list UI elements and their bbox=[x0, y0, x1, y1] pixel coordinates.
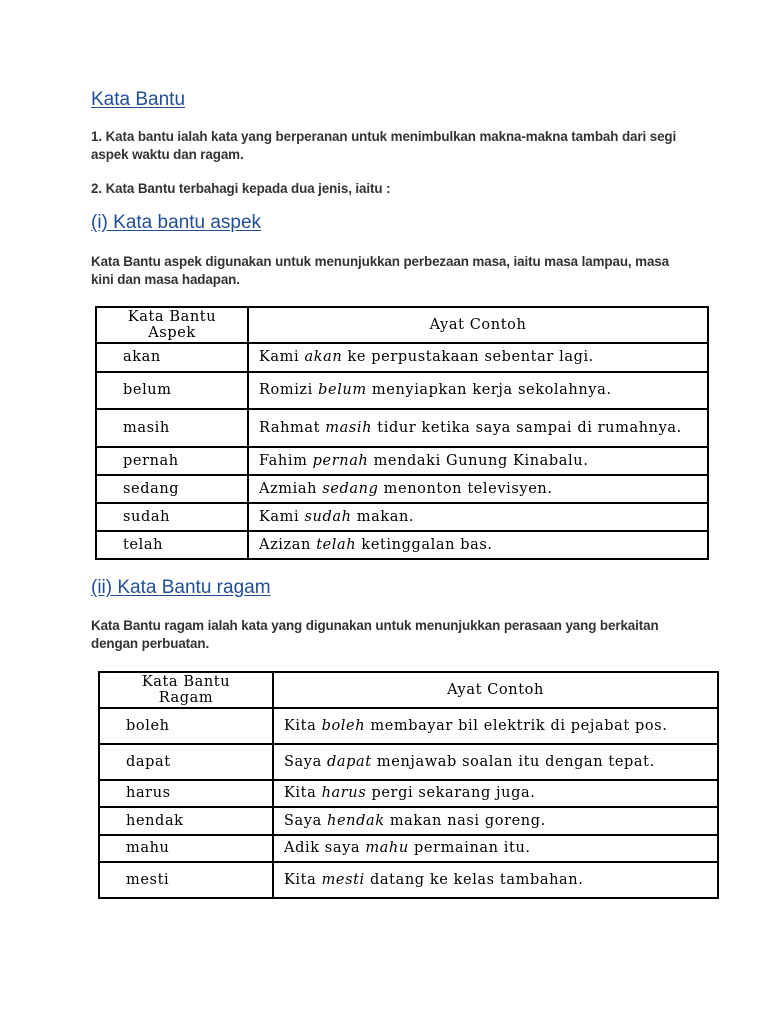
example-text: Azizan bbox=[259, 536, 317, 553]
header-word-line1: Kata Bantu bbox=[141, 674, 231, 690]
example-text: membayar bil elektrik di pejabat pos. bbox=[365, 717, 668, 734]
header-word-line2: Ragam bbox=[158, 690, 214, 706]
example-keyword: dapat bbox=[327, 753, 372, 770]
example-keyword: telah bbox=[316, 536, 357, 553]
word-cell: hendak bbox=[99, 807, 273, 835]
word-cell: boleh bbox=[99, 708, 273, 744]
example-text: menjawab soalan itu dengan tepat. bbox=[371, 753, 655, 770]
intro-point-2: 2. Kata Bantu terbahagi kepada dua jenis, iaitu : bbox=[91, 181, 391, 196]
example-text: tidur ketika saya sampai di rumahnya. bbox=[372, 419, 682, 436]
table-row bbox=[99, 744, 718, 780]
example-cell bbox=[248, 372, 708, 409]
example-text: datang ke kelas tambahan. bbox=[364, 871, 584, 888]
table-row bbox=[96, 372, 708, 409]
example-cell bbox=[273, 835, 718, 862]
table-row bbox=[96, 343, 708, 372]
word-cell: belum bbox=[96, 372, 248, 409]
table-row bbox=[96, 447, 708, 475]
example-keyword: belum bbox=[318, 382, 367, 398]
table-row bbox=[96, 409, 708, 447]
example-keyword: sedang bbox=[322, 480, 379, 497]
example-cell bbox=[248, 447, 708, 475]
table-header-row bbox=[99, 672, 718, 708]
table-row bbox=[99, 835, 718, 862]
example-text: permainan itu. bbox=[408, 840, 531, 856]
example-cell bbox=[273, 708, 718, 744]
header-cell-word bbox=[96, 307, 248, 343]
example-text: mendaki Gunung Kinabalu. bbox=[368, 452, 589, 469]
table-row bbox=[96, 475, 708, 503]
word-cell: dapat bbox=[99, 744, 273, 780]
page-title: Kata Bantu bbox=[91, 89, 186, 110]
table-row bbox=[99, 780, 718, 807]
example-keyword: boleh bbox=[321, 717, 366, 734]
table-row bbox=[99, 862, 718, 898]
header-cell-word bbox=[99, 672, 273, 708]
example-text: menonton televisyen. bbox=[378, 480, 553, 497]
example-text: ketinggalan bas. bbox=[356, 536, 493, 553]
word-cell: sudah bbox=[96, 503, 248, 531]
word-cell: sedang bbox=[96, 475, 248, 503]
example-text: Rahmat bbox=[259, 419, 326, 436]
example-keyword: hendak bbox=[327, 812, 385, 829]
word-cell: pernah bbox=[96, 447, 248, 475]
example-text: Saya bbox=[284, 812, 328, 829]
example-text: pergi sekarang juga. bbox=[366, 785, 536, 801]
example-cell bbox=[273, 807, 718, 835]
table-row bbox=[99, 807, 718, 835]
table-row bbox=[99, 708, 718, 744]
header-cell-example: Ayat Contoh bbox=[248, 307, 708, 343]
example-keyword: harus bbox=[321, 785, 367, 801]
example-text: menyiapkan kerja sekolahnya. bbox=[366, 382, 612, 398]
section-description-aspek: Kata Bantu aspek digunakan untuk menunjukkan perbezaan masa, iaitu masa lampau, masa kini dan masa hadapan. bbox=[91, 254, 669, 287]
word-cell: mesti bbox=[99, 862, 273, 898]
example-keyword: akan bbox=[304, 349, 343, 365]
example-cell bbox=[248, 531, 708, 559]
example-cell bbox=[248, 475, 708, 503]
word-cell: mahu bbox=[99, 835, 273, 862]
word-cell: akan bbox=[96, 343, 248, 372]
section-heading-aspek: (i) Kata bantu aspek bbox=[91, 212, 262, 233]
header-cell-example: Ayat Contoh bbox=[273, 672, 718, 708]
example-text: Kita bbox=[284, 785, 322, 801]
word-cell: harus bbox=[99, 780, 273, 807]
section-heading-ragam: (ii) Kata Bantu ragam bbox=[91, 577, 271, 598]
example-text: Azmiah bbox=[259, 480, 323, 497]
example-keyword: pernah bbox=[312, 452, 369, 469]
example-text: Kita bbox=[284, 871, 322, 888]
example-cell bbox=[248, 503, 708, 531]
intro-point-1: 1. Kata bantu ialah kata yang berperanan untuk menimbulkan makna-makna tambah dari segi aspek waktu dan ragam. bbox=[91, 129, 677, 162]
example-keyword: masih bbox=[325, 419, 373, 436]
example-text: Fahim bbox=[259, 452, 313, 469]
table-kata-bantu-ragam bbox=[98, 671, 719, 899]
example-text: Adik saya bbox=[284, 840, 366, 856]
header-word-line1: Kata Bantu bbox=[127, 309, 217, 325]
word-cell: telah bbox=[96, 531, 248, 559]
example-cell bbox=[273, 780, 718, 807]
word-cell: masih bbox=[96, 409, 248, 447]
table-row bbox=[96, 503, 708, 531]
example-text: ke perpustakaan sebentar lagi. bbox=[342, 349, 594, 365]
example-keyword: sudah bbox=[304, 508, 352, 525]
example-cell bbox=[248, 343, 708, 372]
example-text: Saya bbox=[284, 753, 328, 770]
example-text: makan. bbox=[351, 508, 415, 525]
header-word-line2: Aspek bbox=[148, 325, 196, 341]
example-text: Kami bbox=[259, 508, 305, 525]
example-text: Kami bbox=[259, 349, 305, 365]
section-description-ragam: Kata Bantu ragam ialah kata yang digunakan untuk menunjukkan perasaan yang berkaitan dengan perbuatan. bbox=[91, 618, 659, 651]
example-cell bbox=[273, 744, 718, 780]
table-row bbox=[96, 531, 708, 559]
example-cell bbox=[248, 409, 708, 447]
table-header-row bbox=[96, 307, 708, 343]
example-text: makan nasi goreng. bbox=[384, 812, 546, 829]
table-kata-bantu-aspek bbox=[95, 306, 709, 560]
example-text: Kita bbox=[284, 717, 322, 734]
example-keyword: mahu bbox=[365, 840, 409, 856]
example-cell bbox=[273, 862, 718, 898]
example-text: Romizi bbox=[259, 382, 319, 398]
example-keyword: mesti bbox=[321, 871, 365, 888]
